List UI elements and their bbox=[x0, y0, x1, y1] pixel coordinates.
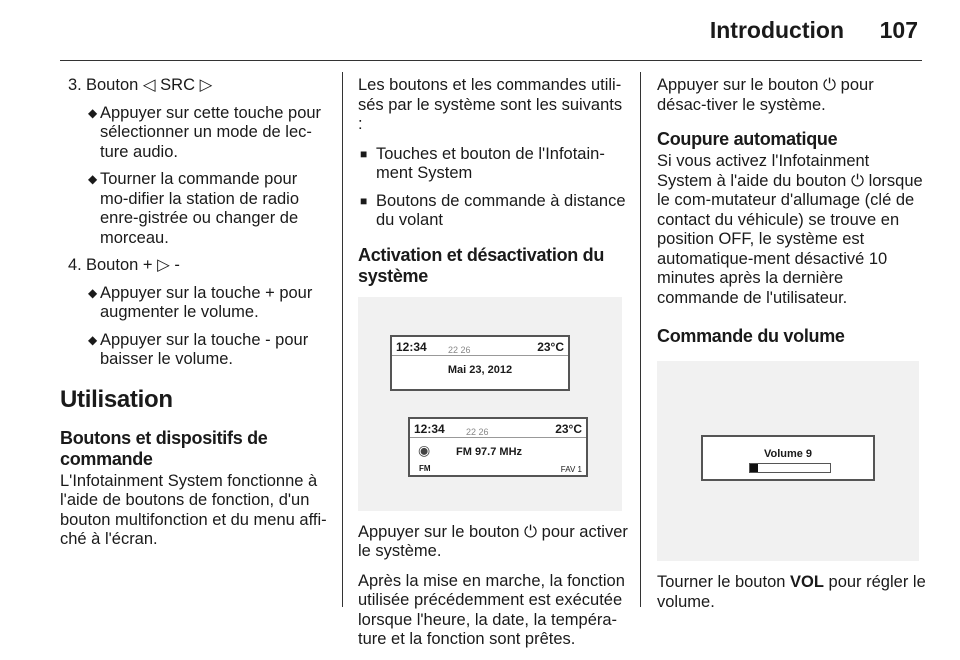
paragraph: Après la mise en marche, la fonction utilisée précédemment est exécutée lorsque l'heure, la date, la tempéra-ture et la fonction sont prêtes. bbox=[358, 571, 625, 648]
temperature: 23°C bbox=[555, 421, 582, 436]
subsection-heading: Commande du volume bbox=[657, 326, 845, 346]
bullet-item bbox=[358, 145, 628, 184]
text-part: pour régler le volume. bbox=[657, 573, 926, 611]
bullet-item bbox=[60, 170, 330, 248]
status-icons: 22 26 bbox=[448, 344, 471, 355]
startup-screen bbox=[390, 335, 570, 391]
subsection-heading: Activation et désactivation du système bbox=[358, 244, 605, 286]
item-text: Bouton ◁ SRC ▷ bbox=[86, 76, 213, 94]
diamond-bullet-icon: ◆ bbox=[88, 285, 98, 300]
square-bullet-icon: ■ bbox=[360, 146, 368, 161]
column-divider bbox=[640, 72, 641, 607]
page-number: 107 bbox=[879, 17, 918, 43]
paragraph: Appuyer sur le bouton ⏻ pour désac-tiver le système. bbox=[657, 76, 874, 114]
list-item-4 bbox=[60, 256, 330, 276]
paragraph: Appuyer sur le bouton ⏻ pour activer le système. bbox=[358, 522, 628, 560]
paragraph: Si vous activez l'Infotainment System à l'aide du bouton ⏻ lorsque le com-mutateur d'allumage (clé de contact du véhicule) se trouve en position OFF, le système est automatique-ment désactivé 10 minutes après la dernière commande de l'utilisateur. bbox=[657, 152, 923, 307]
bullet-item bbox=[60, 331, 330, 370]
radio-screen bbox=[408, 417, 588, 477]
column-right bbox=[657, 76, 927, 622]
date-text: Mai 23, 2012 bbox=[447, 363, 513, 376]
vol-keyword: VOL bbox=[790, 573, 824, 591]
status-icons: 22 26 bbox=[466, 426, 489, 437]
section-heading: Utilisation bbox=[60, 385, 173, 413]
station-text: FM 97.7 MHz bbox=[456, 445, 523, 458]
volume-screen bbox=[701, 435, 875, 481]
volume-bar bbox=[749, 463, 831, 473]
volume-illustration bbox=[657, 361, 919, 561]
fav-label: FAV 1 bbox=[560, 464, 582, 474]
temperature: 23°C bbox=[537, 339, 564, 354]
subsection-heading: Coupure automatique bbox=[657, 129, 838, 149]
column-left bbox=[60, 76, 330, 560]
page-title: Introduction bbox=[709, 17, 844, 43]
column-divider bbox=[342, 72, 343, 607]
item-number: 3. bbox=[68, 76, 82, 94]
subsection-heading: Boutons et dispositifs de commande bbox=[60, 427, 268, 469]
bullet-item bbox=[60, 104, 330, 163]
volume-bar-fill bbox=[750, 464, 758, 472]
bullet-item bbox=[60, 284, 330, 323]
paragraph: Les boutons et les commandes utili-sés par le système sont les suivants : bbox=[358, 76, 623, 133]
text-part: Tourner le bouton bbox=[657, 573, 791, 591]
bullet-text: Touches et bouton de l'Infotain-ment System bbox=[376, 144, 605, 182]
page-header bbox=[60, 0, 922, 61]
clock-time: 12:34 bbox=[396, 339, 427, 354]
item-number: 4. bbox=[68, 256, 82, 274]
column-middle bbox=[358, 76, 628, 660]
paragraph bbox=[657, 573, 927, 612]
bullet-text: Boutons de commande à distance du volant bbox=[376, 191, 626, 229]
status-bar bbox=[392, 337, 568, 356]
band-label: FM bbox=[419, 463, 431, 473]
diamond-bullet-icon: ◆ bbox=[88, 172, 98, 186]
bullet-item bbox=[358, 192, 628, 231]
list-item-3 bbox=[60, 76, 330, 96]
bullet-text: Appuyer sur la touche + pour augmenter le volume. bbox=[100, 283, 313, 321]
clock-time: 12:34 bbox=[414, 421, 445, 436]
item-text: Bouton + ▷ - bbox=[86, 256, 180, 274]
bullet-text: Appuyer sur cette touche pour sélectionner un mode de lec-ture audio. bbox=[100, 103, 322, 161]
display-illustration bbox=[358, 297, 622, 511]
diamond-bullet-icon: ◆ bbox=[88, 105, 98, 120]
bullet-text: Tourner la commande pour mo-difier la station de radio enre-gistrée ou changer de morceau. bbox=[100, 170, 300, 247]
diamond-bullet-icon: ◆ bbox=[88, 332, 98, 347]
paragraph: L'Infotainment System fonctionne à l'aide de boutons de fonction, d'un bouton multifonction et du menu affi-ché à l'écran. bbox=[60, 471, 327, 548]
radio-antenna-icon: ◉ bbox=[418, 441, 431, 458]
volume-label: Volume 9 bbox=[763, 448, 813, 460]
bullet-text: Appuyer sur la touche - pour baisser le volume. bbox=[100, 330, 309, 368]
square-bullet-icon: ■ bbox=[360, 193, 368, 208]
status-bar bbox=[410, 419, 586, 438]
